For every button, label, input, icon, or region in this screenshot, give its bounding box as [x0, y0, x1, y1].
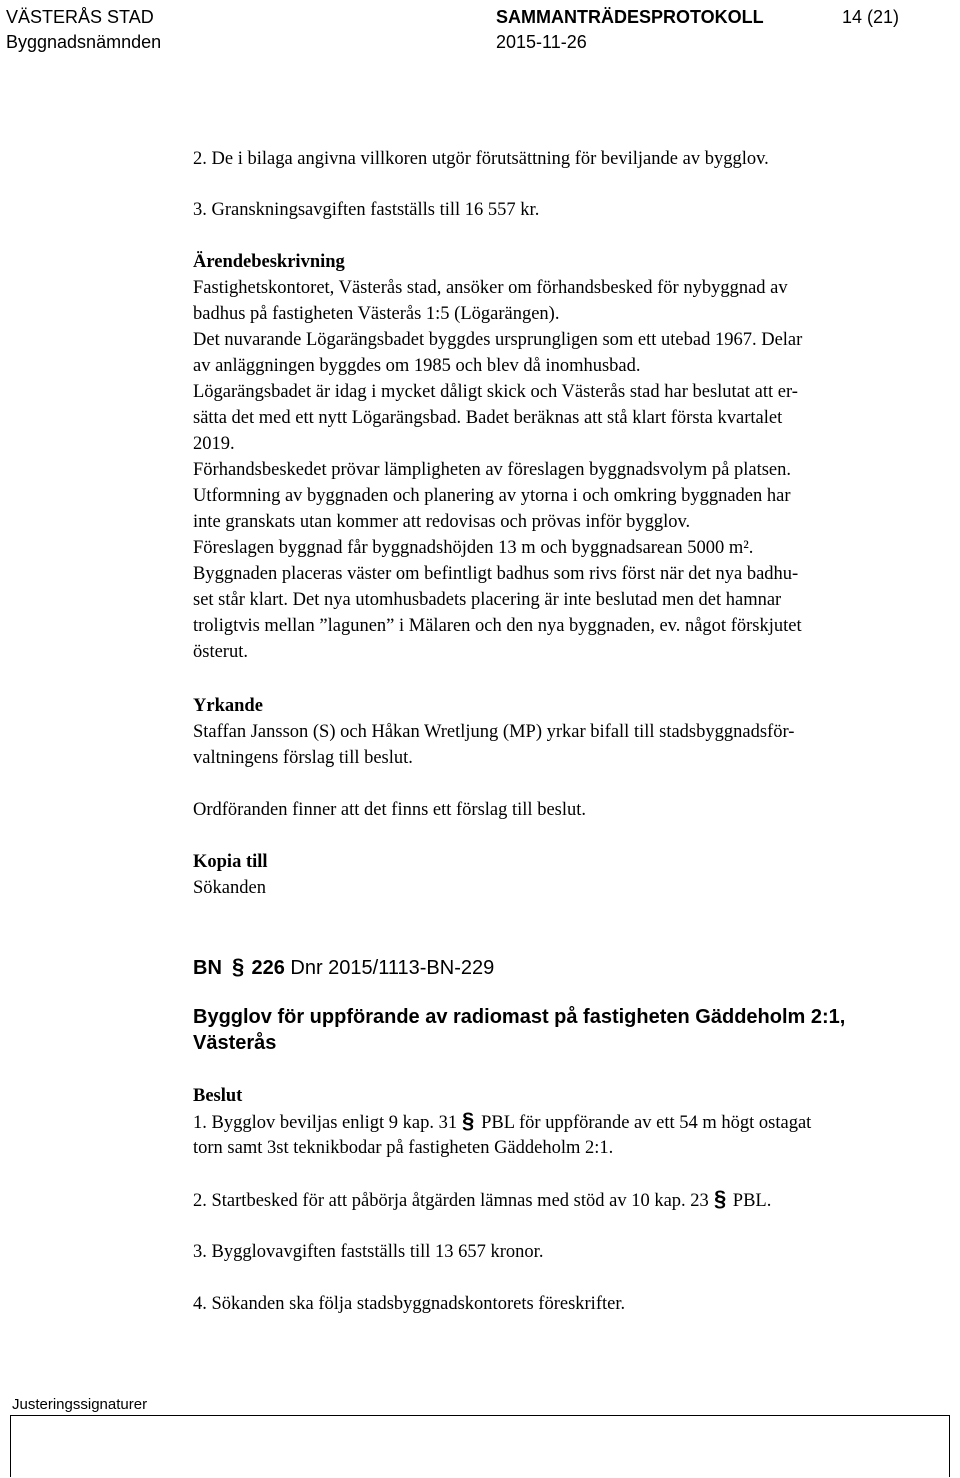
- case-title-line: Västerås: [193, 1032, 277, 1054]
- beslut-item-2-text: 2. Startbesked för att påbörja åtgärden lämnas med stöd av 10 kap. 23: [193, 1191, 709, 1211]
- arende-line: Föreslagen byggnad får byggnadshöjden 13 m och byggnadsarean 5000 m².: [193, 538, 754, 558]
- chair-statement: Ordföranden finner att det finns ett förslag till beslut.: [193, 800, 587, 820]
- arende-heading: Ärendebeskrivning: [193, 252, 345, 272]
- arende-line: Lögarängsbadet är idag i mycket dåligt skick och Västerås stad har beslutat att er-: [193, 382, 798, 402]
- beslut-item-1: [193, 1109, 811, 1136]
- arende-line: österut.: [193, 642, 248, 662]
- kopia-recipient: Sökanden: [193, 878, 266, 898]
- yrkande-line: valtningens förslag till beslut.: [193, 748, 413, 768]
- arende-line: Det nuvarande Lögarängsbadet byggdes ursprungligen som ett utebad 1967. Delar: [193, 330, 803, 350]
- signature-label: Justeringssignaturer: [12, 1396, 148, 1413]
- arende-line: troligtvis mellan ”lagunen” i Mälaren och den nya byggnaden, ev. något förskjutet: [193, 616, 802, 636]
- svg-text:§: §: [232, 955, 245, 979]
- bn-number: 226: [251, 957, 285, 979]
- arende-line: sätta det med ett nytt Lögarängsbad. Badet beräknas att stå klart första kvartalet: [193, 408, 783, 428]
- signature-box: [10, 1415, 950, 1477]
- beslut-item-4: 4. Sökanden ska följa stadsbyggnadskontorets föreskrifter.: [193, 1294, 626, 1314]
- arende-line: badhus på fastigheten Västerås 1:5 (Lögarängen).: [193, 304, 560, 324]
- svg-text:§: §: [462, 1109, 475, 1133]
- arende-line: inte granskats utan kommer att redovisas och prövas inför bygglov.: [193, 512, 691, 532]
- decision-item-2: 2. De i bilaga angivna villkoren utgör förutsättning för beviljande av bygglov.: [193, 149, 769, 169]
- page-number: 14 (21): [842, 7, 900, 27]
- document-type: SAMMANTRÄDESPROTOKOLL: [496, 7, 764, 27]
- bn-prefix: BN: [193, 957, 222, 979]
- arende-line: 2019.: [193, 434, 235, 454]
- beslut-heading: Beslut: [193, 1086, 243, 1106]
- org-name: VÄSTERÅS STAD: [6, 7, 154, 27]
- beslut-item-2: [193, 1187, 771, 1214]
- meeting-date: 2015-11-26: [496, 32, 587, 52]
- kopia-heading: Kopia till: [193, 852, 268, 872]
- yrkande-heading: Yrkande: [193, 696, 263, 716]
- department-name: Byggnadsnämnden: [6, 32, 162, 52]
- yrkande-line: Staffan Jansson (S) och Håkan Wretljung (MP) yrkar bifall till stadsbyggnadsför-: [193, 722, 795, 742]
- arende-line: Fastighetskontoret, Västerås stad, ansöker om förhandsbesked för nybyggnad av: [193, 278, 788, 298]
- beslut-item-3: 3. Bygglovavgiften fastställs till 13 657 kronor.: [193, 1242, 544, 1262]
- paragraph-icon: [461, 1109, 477, 1133]
- case-title-line: Bygglov för uppförande av radiomast på fastigheten Gäddeholm 2:1,: [193, 1006, 846, 1028]
- case-reference: [193, 955, 494, 980]
- arende-line: av anläggningen byggdes om 1985 och blev då inomhusbad.: [193, 356, 641, 376]
- dnr: Dnr 2015/1113-BN-229: [290, 957, 495, 979]
- paragraph-icon: [713, 1187, 729, 1211]
- paragraph-icon: [231, 955, 247, 979]
- beslut-item-1-text: 1. Bygglov beviljas enligt 9 kap. 31: [193, 1113, 458, 1133]
- arende-line: set står klart. Det nya utomhusbadets placering är inte beslutad men det hamnar: [193, 590, 782, 610]
- svg-text:§: §: [713, 1187, 727, 1211]
- beslut-item-1-cont: torn samt 3st teknikbodar på fastigheten Gäddeholm 2:1.: [193, 1138, 614, 1158]
- beslut-item-2-text: PBL.: [732, 1191, 772, 1211]
- arende-line: Byggnaden placeras väster om befintligt badhus som rivs först när det nya badhu-: [193, 564, 799, 584]
- arende-line: Utformning av byggnaden och planering av ytorna i och omkring byggnaden har: [193, 486, 791, 506]
- beslut-item-1-text: PBL för uppförande av ett 54 m högt ostagat: [481, 1113, 812, 1133]
- arende-line: Förhandsbeskedet prövar lämpligheten av föreslagen byggnadsvolym på platsen.: [193, 460, 792, 480]
- decision-item-3: 3. Granskningsavgiften fastställs till 16 557 kr.: [193, 200, 540, 220]
